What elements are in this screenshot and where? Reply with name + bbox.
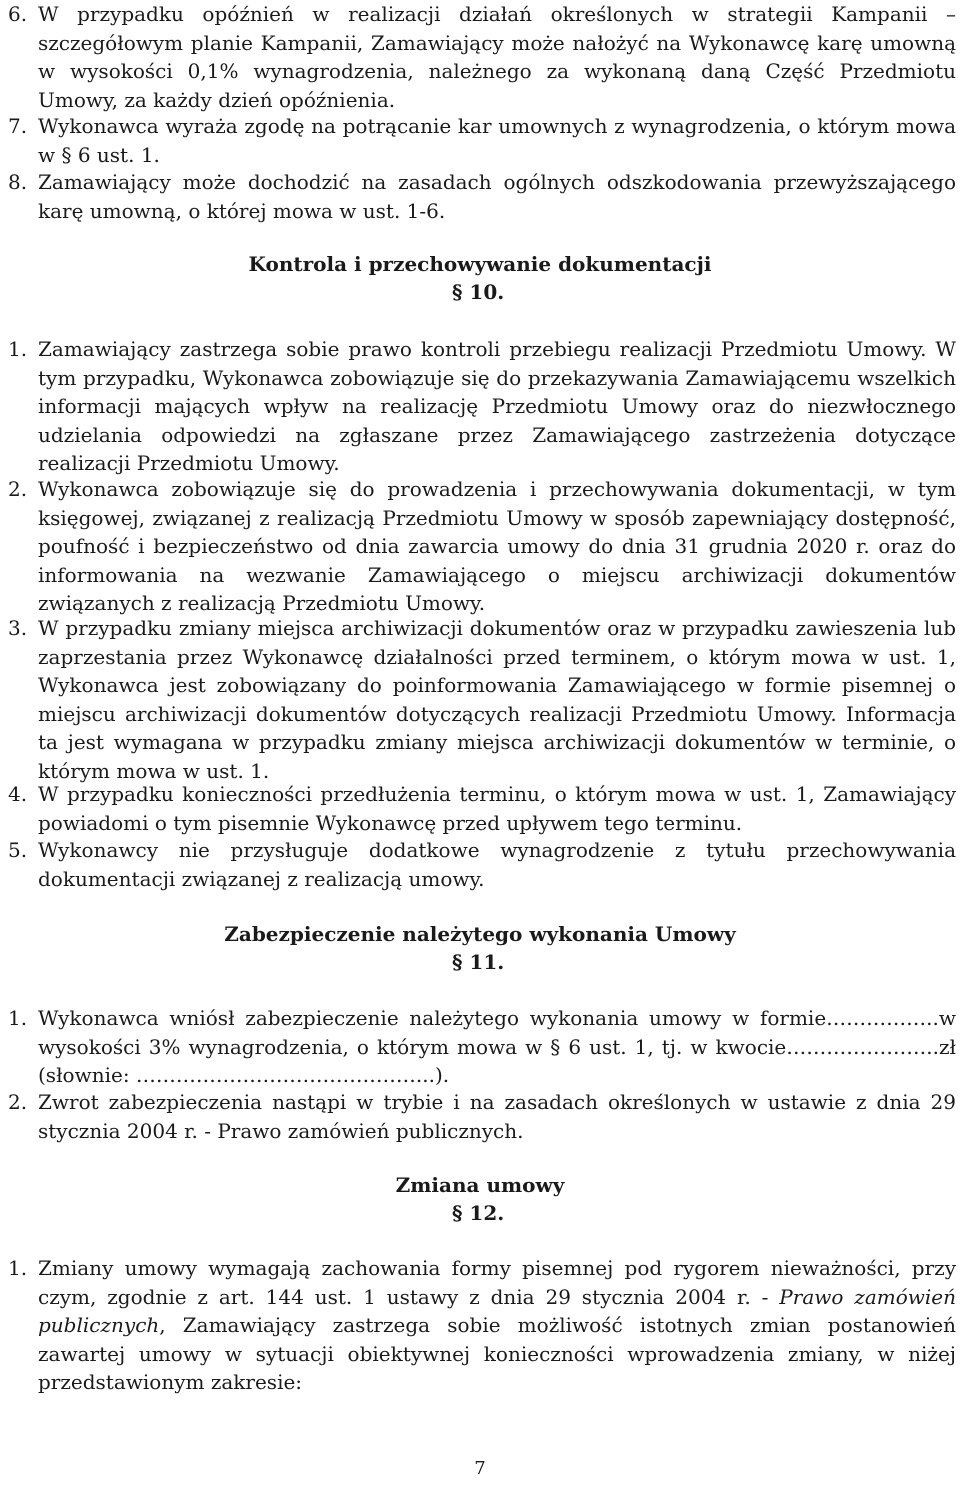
- item-text: W przypadku opóźnień w realizacji działań określonych w strategii Kampanii – szczegółowym planie Kampanii, Zamawiający może nałożyć na Wykonawcę karę umowną w wysokości 0,1% wynagrodzenia, należnego za wykonaną daną Część Przedmiotu Umowy, za każdy dzień opóźnienia.: [38, 2, 956, 112]
- list-item: [8, 168, 956, 225]
- law-name-italic: Prawo zamówień publicznych: [38, 1284, 956, 1337]
- list-item: [8, 335, 956, 478]
- item-number: 1.: [8, 1256, 28, 1280]
- item-text: Wykonawcy nie przysługuje dodatkowe wynagrodzenie z tytułu przechowywania dokumentacji związanej z realizacją umowy.: [38, 838, 956, 891]
- item-text: Zwrot zabezpieczenia nastąpi w trybie i na zasadach określonych w ustawie z dnia 29 stycznia 2004 r. - Prawo zamówień publicznych.: [38, 1090, 956, 1143]
- item-text: Wykonawca zobowiązuje się do prowadzenia i przechowywania dokumentacji, w tym księgowej, związanej z realizacją Przedmiotu Umowy w sposób zapewniający dostępność, poufność i bezpieczeństwo od dnia zawarcia umowy do dnia 31 grudnia 2020 r. oraz do informowania na wezwanie Zamawiającego o miejscu archiwizacji dokumentów związanych z realizacją Przedmiotu Umowy.: [38, 477, 956, 615]
- item-number: 2.: [8, 477, 28, 501]
- list-item: [8, 780, 956, 837]
- item-number: 4.: [8, 782, 28, 806]
- list-item: [8, 475, 956, 618]
- item-text: Wykonawca wniósł zabezpieczenie należytego wykonania umowy w formie……………..w wysokości 3% wynagrodzenia, o którym mowa w § 6 ust. 1, tj. w kwocie…………………..zł (słownie: ……………………………………...).: [38, 1006, 956, 1087]
- item-text: W przypadku zmiany miejsca archiwizacji dokumentów oraz w przypadku zawieszenia lub zaprzestania przez Wykonawcę działalności przed terminem, o którym mowa w ust. 1, Wykonawca jest zobowiązany do poinformowania Zamawiającego w formie pisemnej o miejscu archiwizacji dokumentów dotyczących realizacji Przedmiotu Umowy. Informacja ta jest wymagana w przypadku zmiany miejsca archiwizacji dokumentów w terminie, o którym mowa w ust. 1.: [38, 616, 956, 783]
- item-number: 3.: [8, 616, 28, 640]
- item-text: W przypadku konieczności przedłużenia terminu, o którym mowa w ust. 1, Zamawiający powiadomi o tym pisemnie Wykonawcę przed upływem tego terminu.: [38, 782, 956, 835]
- list-item: [8, 0, 956, 114]
- list-item: [8, 1254, 956, 1397]
- list-item: [8, 1088, 956, 1145]
- item-text: [38, 1254, 956, 1397]
- item-text: Zamawiający może dochodzić na zasadach ogólnych odszkodowania przewyższającego karę umowną, o której mowa w ust. 1-6.: [38, 170, 956, 223]
- item-number: 8.: [8, 170, 28, 194]
- item-number: 1.: [8, 337, 28, 361]
- item-number: 5.: [8, 838, 28, 862]
- list-item: [8, 836, 956, 893]
- section-number: § 11.: [452, 950, 505, 974]
- item-number: 2.: [8, 1090, 28, 1114]
- list-item: [8, 112, 956, 169]
- item-text: Wykonawca wyraża zgodę na potrącanie kar umownych z wynagrodzenia, o którym mowa w § 6 ust. 1.: [38, 114, 956, 167]
- item-text-part: Zmiany umowy wymagają zachowania formy pisemnej pod rygorem nieważności, przy czym, zgodnie z art. 144 ust. 1 ustawy z dnia 29 stycznia 2004 r. -: [38, 1256, 956, 1309]
- item-number: 6.: [8, 2, 28, 26]
- page-number: 7: [474, 1458, 486, 1479]
- item-number: 7.: [8, 114, 28, 138]
- list-item: [8, 1004, 956, 1090]
- section-number: § 10.: [452, 280, 505, 304]
- item-text: Zamawiający zastrzega sobie prawo kontroli przebiegu realizacji Przedmiotu Umowy. W tym przypadku, Wykonawca zobowiązuje się do przekazywania Zamawiającemu wszelkich informacji mających wpływ na realizację Przedmiotu Umowy oraz do niezwłocznego udzielania odpowiedzi na zgłaszane przez Zamawiającego zastrzeżenia dotyczące realizacji Przedmiotu Umowy.: [38, 337, 956, 475]
- section-title: Zmiana umowy: [395, 1173, 565, 1197]
- item-number: 1.: [8, 1006, 28, 1030]
- section-number: § 12.: [452, 1201, 505, 1225]
- item-text-part: , Zamawiający zastrzega sobie możliwość istotnych zmian postanowień zawartej umowy w sytuacji obiektywnej konieczności wprowadzenia zmiany, w niżej przedstawionym zakresie:: [38, 1313, 956, 1394]
- list-item: [8, 614, 956, 785]
- section-title: Kontrola i przechowywanie dokumentacji: [248, 252, 712, 276]
- section-title: Zabezpieczenie należytego wykonania Umowy: [224, 922, 736, 946]
